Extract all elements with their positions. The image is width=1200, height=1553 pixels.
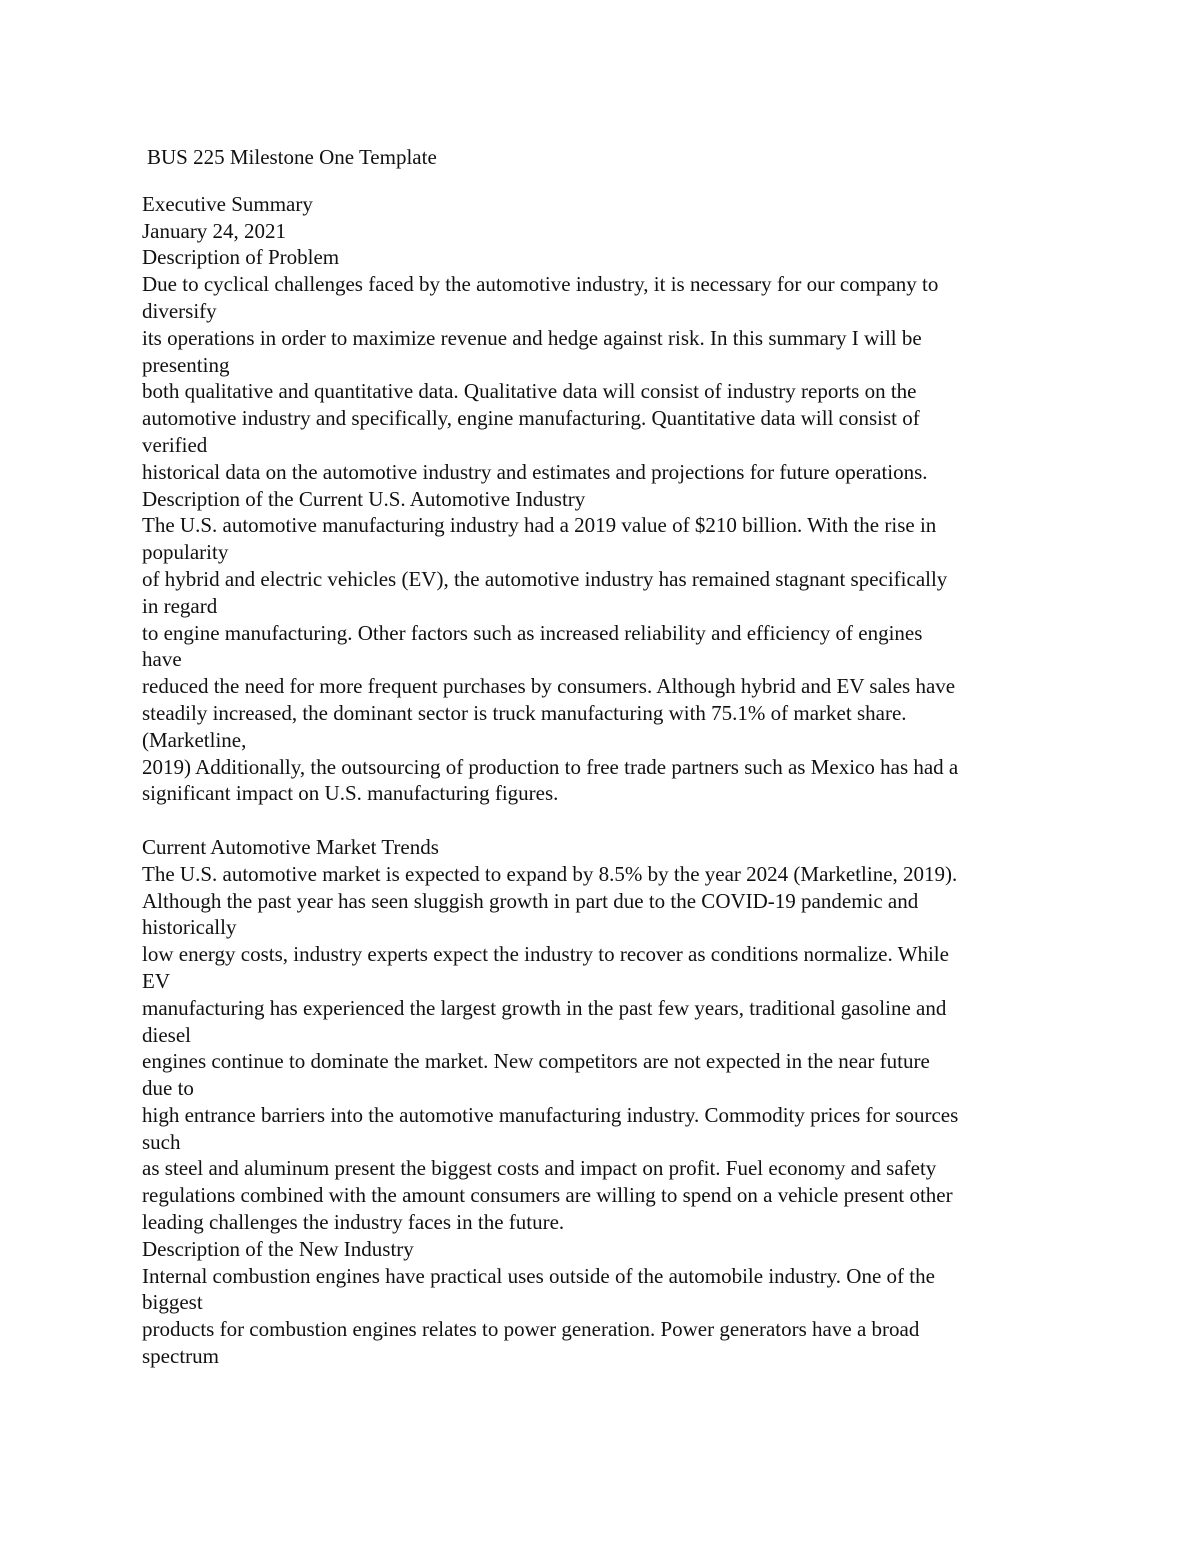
text-line: its operations in order to maximize revenue and hedge against risk. In this summary I will be <box>142 325 922 350</box>
text-line: biggest <box>142 1290 203 1315</box>
text-line: of hybrid and electric vehicles (EV), the automotive industry has remained stagnant specifically <box>142 566 948 591</box>
text-line: historical data on the automotive industry and estimates and projections for future operations. <box>142 459 928 484</box>
text-line: as steel and aluminum present the biggest costs and impact on profit. Fuel economy and safety <box>142 1156 937 1181</box>
text-line: Internal combustion engines have practical uses outside of the automobile industry. One of the <box>142 1263 935 1288</box>
text-line: diversify <box>142 298 217 323</box>
text-line: have <box>142 647 182 672</box>
text-line: due to <box>142 1076 194 1101</box>
text-line: diesel <box>142 1022 191 1047</box>
text-line: popularity <box>142 540 229 565</box>
text-line: (Marketline, <box>142 727 247 752</box>
text-line: The U.S. automotive manufacturing industry had a 2019 value of $210 billion. With the rise in <box>142 513 937 538</box>
text-line: leading challenges the industry faces in the future. <box>142 1210 565 1235</box>
text-line: presenting <box>142 352 230 377</box>
text-line: low energy costs, industry experts expect the industry to recover as conditions normalize. While <box>142 942 949 967</box>
text-line: reduced the need for more frequent purchases by consumers. Although hybrid and EV sales have <box>142 674 956 699</box>
blank-line <box>142 807 1072 834</box>
text-line: spectrum <box>142 1344 219 1369</box>
text-line: such <box>142 1129 181 1154</box>
text-line: products for combustion engines relates to power generation. Power generators have a broad <box>142 1317 920 1342</box>
text-line: to engine manufacturing. Other factors such as increased reliability and efficiency of engines <box>142 620 923 645</box>
text-line: EV <box>142 968 170 993</box>
text-line: steadily increased, the dominant sector is truck manufacturing with 75.1% of market share. <box>142 700 907 725</box>
text-line: regulations combined with the amount consumers are willing to spend on a vehicle present other <box>142 1183 953 1208</box>
text-line: 2019) Additionally, the outsourcing of production to free trade partners such as Mexico has had a <box>142 754 959 779</box>
document-body <box>142 144 1072 1370</box>
text-line: verified <box>142 432 208 457</box>
text-line: significant impact on U.S. manufacturing figures. <box>142 781 559 806</box>
text-line: Description of the New Industry <box>142 1236 414 1261</box>
text-line: Description of the Current U.S. Automotive Industry <box>142 486 586 511</box>
text-line: The U.S. automotive market is expected to expand by 8.5% by the year 2024 (Marketline, 2019). <box>142 861 958 886</box>
text-line: January 24, 2021 <box>142 218 287 243</box>
text-line: in regard <box>142 593 218 618</box>
text-line: Description of Problem <box>142 245 340 270</box>
text-line: manufacturing has experienced the largest growth in the past few years, traditional gasoline and <box>142 995 947 1020</box>
text-line: high entrance barriers into the automotive manufacturing industry. Commodity prices for sources <box>142 1102 959 1127</box>
text-line: engines continue to dominate the market. New competitors are not expected in the near future <box>142 1049 930 1074</box>
text-line: Executive Summary <box>142 191 313 216</box>
document-text <box>142 191 1072 1370</box>
document-title: BUS 225 Milestone One Template <box>147 145 437 169</box>
text-line: both qualitative and quantitative data. Qualitative data will consist of industry reports on the <box>142 379 917 404</box>
text-line: Current Automotive Market Trends <box>142 834 439 859</box>
text-line: historically <box>142 915 237 940</box>
text-line: Although the past year has seen sluggish growth in part due to the COVID-19 pandemic and <box>142 888 919 913</box>
text-line: automotive industry and specifically, engine manufacturing. Quantitative data will consist of <box>142 406 920 431</box>
text-line: Due to cyclical challenges faced by the automotive industry, it is necessary for our company to <box>142 272 939 297</box>
